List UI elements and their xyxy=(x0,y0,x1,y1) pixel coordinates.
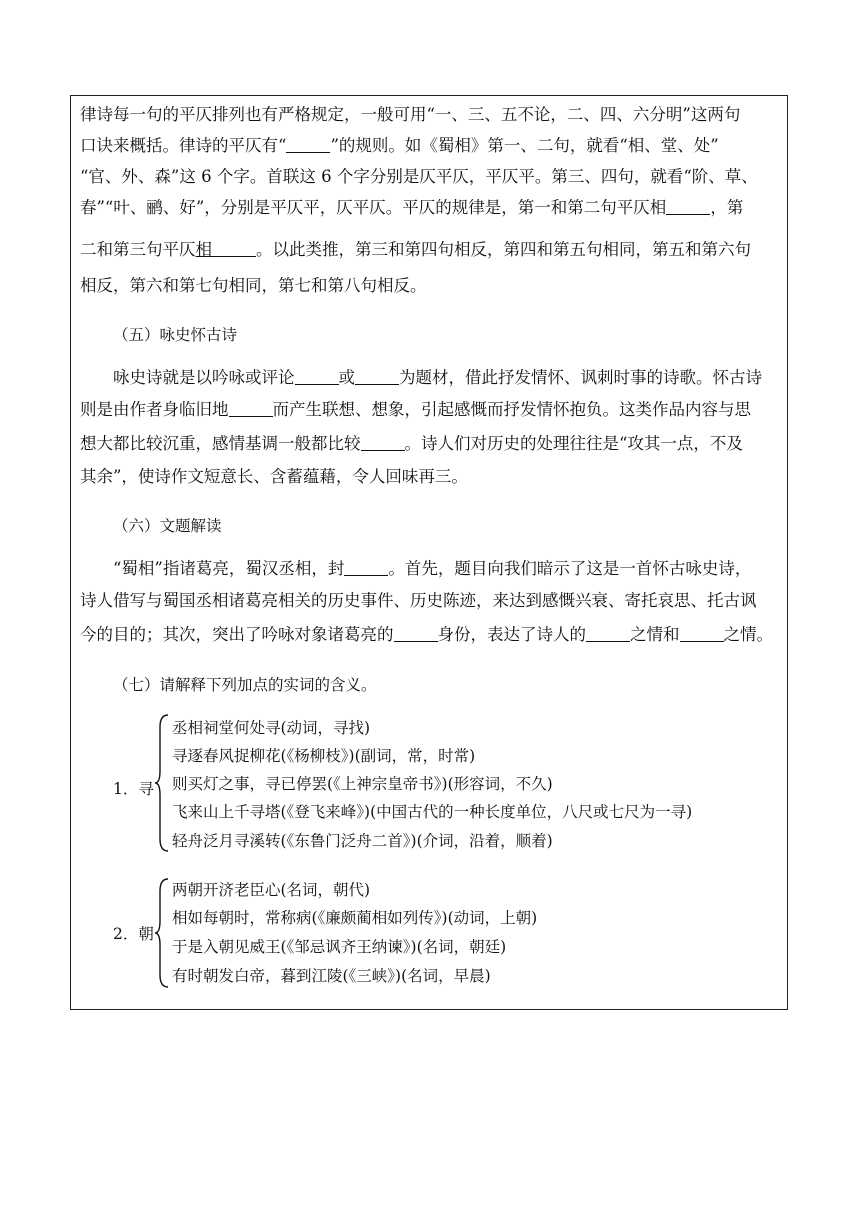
text-line: 其余”，使诗作文短意长、含蓄蕴藉，令人回味再三。 xyxy=(80,467,468,486)
meaning-item: 有时朝发白帝，暮到江陵(《三峡》)(名词，早晨) xyxy=(172,967,491,985)
text-line: 口诀来概括。律诗的平仄有“ ”的规则。如《蜀相》第一、二句，就看“相、堂、处” xyxy=(80,136,719,155)
fill-blank[interactable] xyxy=(212,239,256,257)
text-line: 春”“叶、鹂、好”，分别是平仄平，仄平仄。平仄的规律是，第一和第二句平仄相 ，第 xyxy=(80,198,744,217)
text-line: “官、外、森”这 6 个字。首联这 6 个字分别是仄平仄，平仄平。第三、四句，就看“阶、草、 xyxy=(80,167,758,186)
text-line: 诗人借写与蜀国丞相诸葛亮相关的历史事件、历史陈迹，来达到感慨兴衰、寄托哀思、托古讽 xyxy=(80,591,757,610)
fill-blank[interactable] xyxy=(344,558,388,576)
text-line: 想大都比较沉重，感情基调一般都比较 。诗人们对历史的处理往往是“攻其一点，不及 xyxy=(80,434,743,453)
meaning-item: 于是入朝见威王(《邹忌讽齐王纳谏》)(名词，朝廷) xyxy=(172,938,507,956)
fill-blank[interactable] xyxy=(586,624,630,642)
meaning-item: 两朝开济老臣心(名词，朝代) xyxy=(172,881,371,899)
text-line: 则是由作者身临旧地 而产生联想、想象，引起感慨而抒发情怀抱负。这类作品内容与思 xyxy=(80,400,751,419)
text-line: 咏史诗就是以吟咏或评论 或 为题材，借此抒发情怀、讽刺时事的诗歌。怀古诗 xyxy=(113,368,762,387)
meaning-item: 则买灯之事，寻已停罢(《上神宗皇帝书》)(形容词，不久) xyxy=(172,775,553,793)
group-label-chao: 2．朝 xyxy=(113,925,154,943)
group-label-xun: 1．寻 xyxy=(113,780,154,798)
fill-blank[interactable] xyxy=(229,399,273,417)
fill-blank[interactable] xyxy=(361,433,405,451)
section-heading: （六）文题解读 xyxy=(113,517,222,535)
fill-blank[interactable] xyxy=(394,624,438,642)
meaning-item: 寻逐春风捉柳花(《杨柳枝》)(副词，常，时常) xyxy=(172,747,476,765)
section-heading: （七）请解释下列加点的实词的含义。 xyxy=(113,676,377,694)
fill-blank[interactable] xyxy=(680,624,724,642)
meaning-item: 相如每朝时，常称病(《廉颇蔺相如列传》)(动词，上朝) xyxy=(172,909,538,927)
text-line: 律诗每一句的平仄排列也有严格规定，一般可用“一、三、五不论，二、四、六分明”这两句 xyxy=(80,105,741,124)
meaning-item: 轻舟泛月寻溪转(《东鲁门泛舟二首》)(介词，沿着，顺着) xyxy=(172,832,553,850)
fill-blank[interactable] xyxy=(286,135,330,153)
meaning-item: 丞相祠堂何处寻(动词，寻找) xyxy=(172,719,371,737)
left-brace xyxy=(154,877,170,989)
left-brace xyxy=(154,713,170,853)
fill-blank[interactable] xyxy=(355,367,399,385)
content-frame xyxy=(70,95,788,1010)
fill-blank[interactable] xyxy=(666,197,710,215)
section-heading: （五）咏史怀古诗 xyxy=(113,326,238,344)
text-line: 相反，第六和第七句相同，第七和第八句相反。 xyxy=(80,276,427,295)
text-line: 二和第三句平仄相 。以此类推，第三和第四句相反，第四和第五句相同，第五和第六句 xyxy=(80,240,751,259)
text-line: “蜀相”指诸葛亮，蜀汉丞相，封 。首先，题目向我们暗示了这是一首怀古咏史诗， xyxy=(113,559,752,578)
fill-blank[interactable] xyxy=(295,367,339,385)
text-line: 今的目的；其次，突出了吟咏对象诸葛亮的 身份，表达了诗人的 之情和 之情。 xyxy=(80,625,773,644)
meaning-item: 飞来山上千寻塔(《登飞来峰》)(中国古代的一种长度单位，八尺或七尺为一寻) xyxy=(172,803,693,821)
